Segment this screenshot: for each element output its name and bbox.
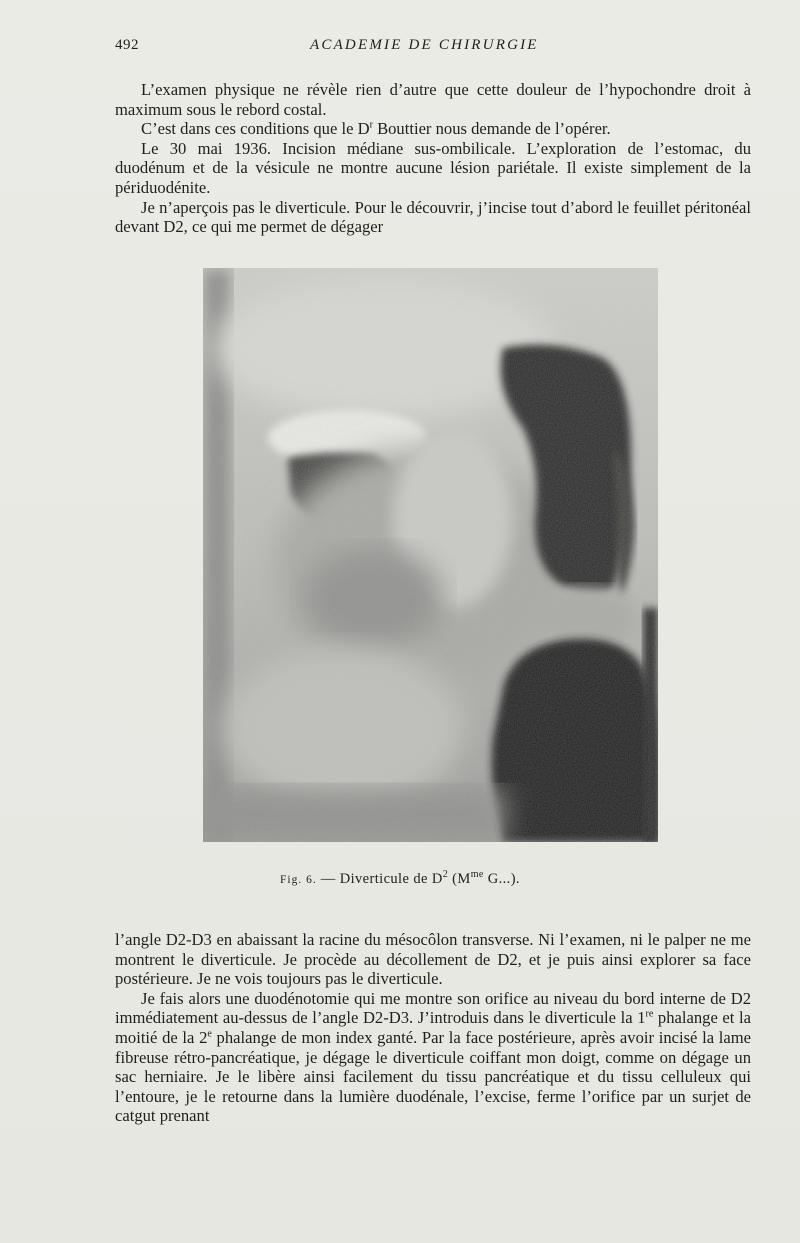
- paragraph: [115, 119, 751, 139]
- paragraph: l’angle D2-D3 en abaissant la racine du mésocôlon transverse. Ni l’examen, ni le palper ne me montrent le diverticule. Je procède au décollement de D2, et je puis ainsi explorer sa face postérieure. Je ne vois toujours pas le diverticule.: [115, 930, 751, 989]
- figure-caption: [0, 871, 800, 888]
- superscript: re: [645, 1008, 654, 1020]
- paragraph-text: phalange de mon index ganté. Par la face postérieure, après avoir incisé la lame fibreuse rétro-pancréatique, je dégage le diverticule coiffant mon doigt, comme on dégage un sac herniaire. Je le libère ainsi facilement du tissu pancréatique et du tissu celluleux qui l’entoure, je le retourne dans la lumière duodénale, l’excise, ferme l’orifice par un surjet de catgut prenant: [115, 1027, 752, 1126]
- paragraph: L’examen physique ne révèle rien d’autre que cette douleur de l’hypochondre droit à maximum sous le rebord costal.: [115, 80, 751, 119]
- running-title: ACADEMIE DE CHIRURGIE: [310, 37, 539, 53]
- superscript: e: [207, 1028, 212, 1040]
- radiograph-figure: [203, 268, 658, 842]
- caption-text: G...).: [483, 871, 520, 887]
- paragraph-text: Bouttier nous demande de l’opérer.: [372, 119, 611, 139]
- body-text-bottom: [115, 930, 751, 1126]
- paragraph-text: phalange et la moitié de la 2: [115, 1008, 751, 1047]
- paragraph: [115, 989, 751, 1126]
- superscript: r: [369, 119, 373, 131]
- caption-text: — Diverticule de D: [316, 871, 443, 887]
- superscript: 2: [442, 869, 449, 881]
- paragraph-text: C’est dans ces conditions que le D: [141, 119, 370, 139]
- paragraph: Le 30 mai 1936. Incision médiane sus-ombilicale. L’exploration de l’estomac, du duodénum et de la vésicule ne montre aucune lésion pariétale. Il existe simplement de la périduodénite.: [115, 138, 751, 197]
- superscript: me: [470, 869, 484, 881]
- figure-label: Fig. 6.: [280, 874, 317, 886]
- page-header: [115, 37, 751, 59]
- paragraph: Je n’aperçois pas le diverticule. Pour le découvrir, j’incise tout d’abord le feuillet péritonéal devant D2, ce qui me permet de dégager: [115, 197, 751, 237]
- body-text-top: [115, 80, 751, 237]
- radiograph-image: [203, 268, 658, 842]
- paragraph-text: Je fais alors une duodénotomie qui me montre son orifice au niveau du bord interne de D2 immédiatement au-dessus de l’angle D2-D3. J’introduis dans le diverticule la 1: [115, 988, 751, 1028]
- page-number: 492: [115, 37, 139, 53]
- caption-text: (M: [448, 871, 471, 887]
